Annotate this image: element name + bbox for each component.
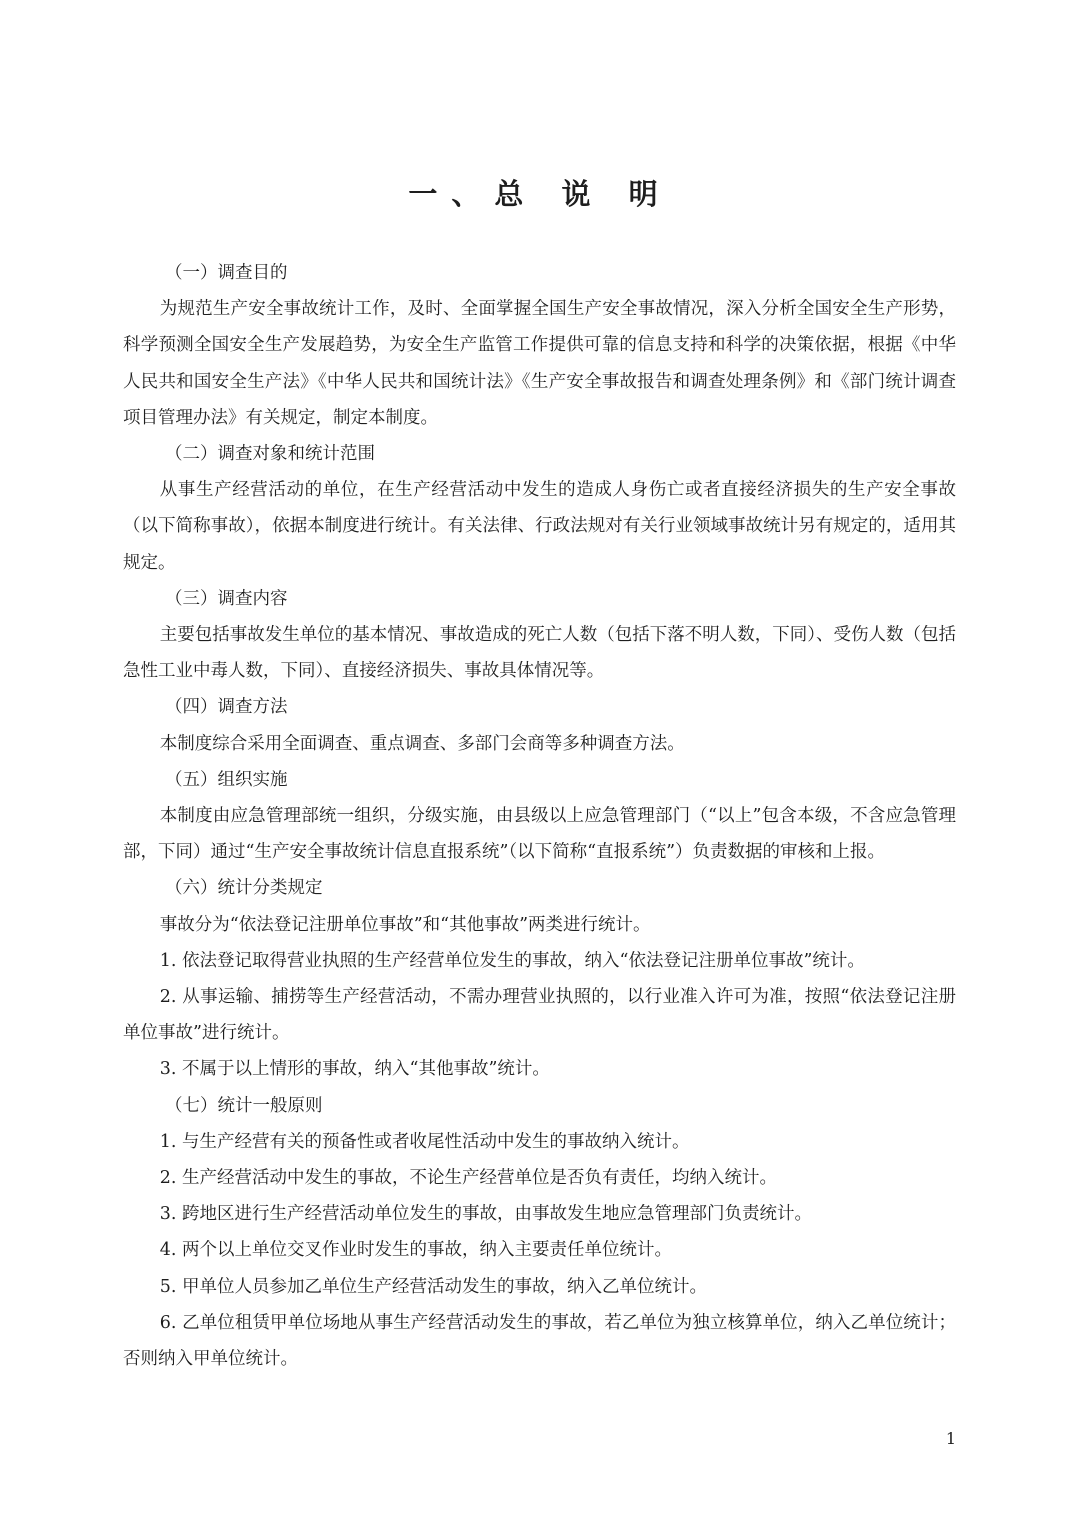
section-heading: （三）调查内容	[165, 588, 288, 609]
list-item: 3. 跨地区进行生产经营活动单位发生的事故，由事故发生地应急管理部门负责统计。	[159, 1204, 813, 1225]
list-item: 1. 与生产经营有关的预备性或者收尾性活动中发生的事故纳入统计。	[159, 1131, 690, 1152]
paragraph: 事故分为“依法登记注册单位事故”和“其他事故”两类进行统计。	[159, 914, 651, 935]
paragraph: 本制度综合采用全面调查、重点调查、多部门会商等多种调查方法。	[159, 733, 685, 754]
page-title: 一、总 说 明	[408, 177, 672, 211]
section-heading: （二）调查对象和统计范围	[165, 444, 375, 465]
list-item: 2. 生产经营活动中发生的事故，不论生产经营单位是否负有责任，均纳入统计。	[159, 1168, 778, 1189]
list-item: 4. 两个以上单位交叉作业时发生的事故，纳入主要责任单位统计。	[159, 1240, 673, 1261]
list-item: 1. 依法登记取得营业执照的生产经营单位发生的事故，纳入“依法登记注册单位事故”统计。	[159, 950, 865, 971]
page-number: 1	[945, 1429, 956, 1448]
section-heading: （五）组织实施	[165, 769, 288, 790]
paragraph: 本制度由应急管理部统一组织，分级实施，由县级以上应急管理部门（“以上”包含本级，不含应急管理部，下同）通过“生产安全事故统计信息直报系统”（以下简称“直报系统”）负责数据的审核和上报。	[123, 806, 956, 863]
document-body	[123, 255, 956, 1377]
section-heading: （一）调查目的	[165, 263, 288, 283]
section-heading: （六）统计分类规定	[165, 878, 323, 899]
section-heading: （四）调查方法	[165, 697, 288, 718]
paragraph: 从事生产经营活动的单位，在生产经营活动中发生的造成人身伤亡或者直接经济损失的生产安全事故（以下简称事故），依据本制度进行统计。有关法律、行政法规对有关行业领域事故统计另有规定的，适用其规定。	[123, 480, 956, 573]
section-heading: （七）统计一般原则	[165, 1095, 323, 1116]
list-item: 2. 从事运输、捕捞等生产经营活动，不需办理营业执照的，以行业准入许可为准，按照“依法登记注册单位事故”进行统计。	[123, 987, 956, 1044]
paragraph: 主要包括事故发生单位的基本情况、事故造成的死亡人数（包括下落不明人数，下同）、受伤人数（包括急性工业中毒人数，下同）、直接经济损失、事故具体情况等。	[123, 625, 956, 682]
paragraph: 为规范生产安全事故统计工作，及时、全面掌握全国生产安全事故情况，深入分析全国安全生产形势，科学预测全国安全生产发展趋势，为安全生产监管工作提供可靠的信息支持和科学的决策依据，根据《中华人民共和国安全生产法》《中华人民共和国统计法》《生产安全事故报告和调查处理条例》和《部门统计调查项目管理办法》有关规定，制定本制度。	[123, 299, 956, 428]
list-item: 5. 甲单位人员参加乙单位生产经营活动发生的事故，纳入乙单位统计。	[159, 1276, 708, 1297]
list-item: 3. 不属于以上情形的事故，纳入“其他事故”统计。	[159, 1059, 550, 1080]
list-item: 6. 乙单位租赁甲单位场地从事生产经营活动发生的事故，若乙单位为独立核算单位，纳入乙单位统计；否则纳入甲单位统计。	[123, 1312, 956, 1370]
